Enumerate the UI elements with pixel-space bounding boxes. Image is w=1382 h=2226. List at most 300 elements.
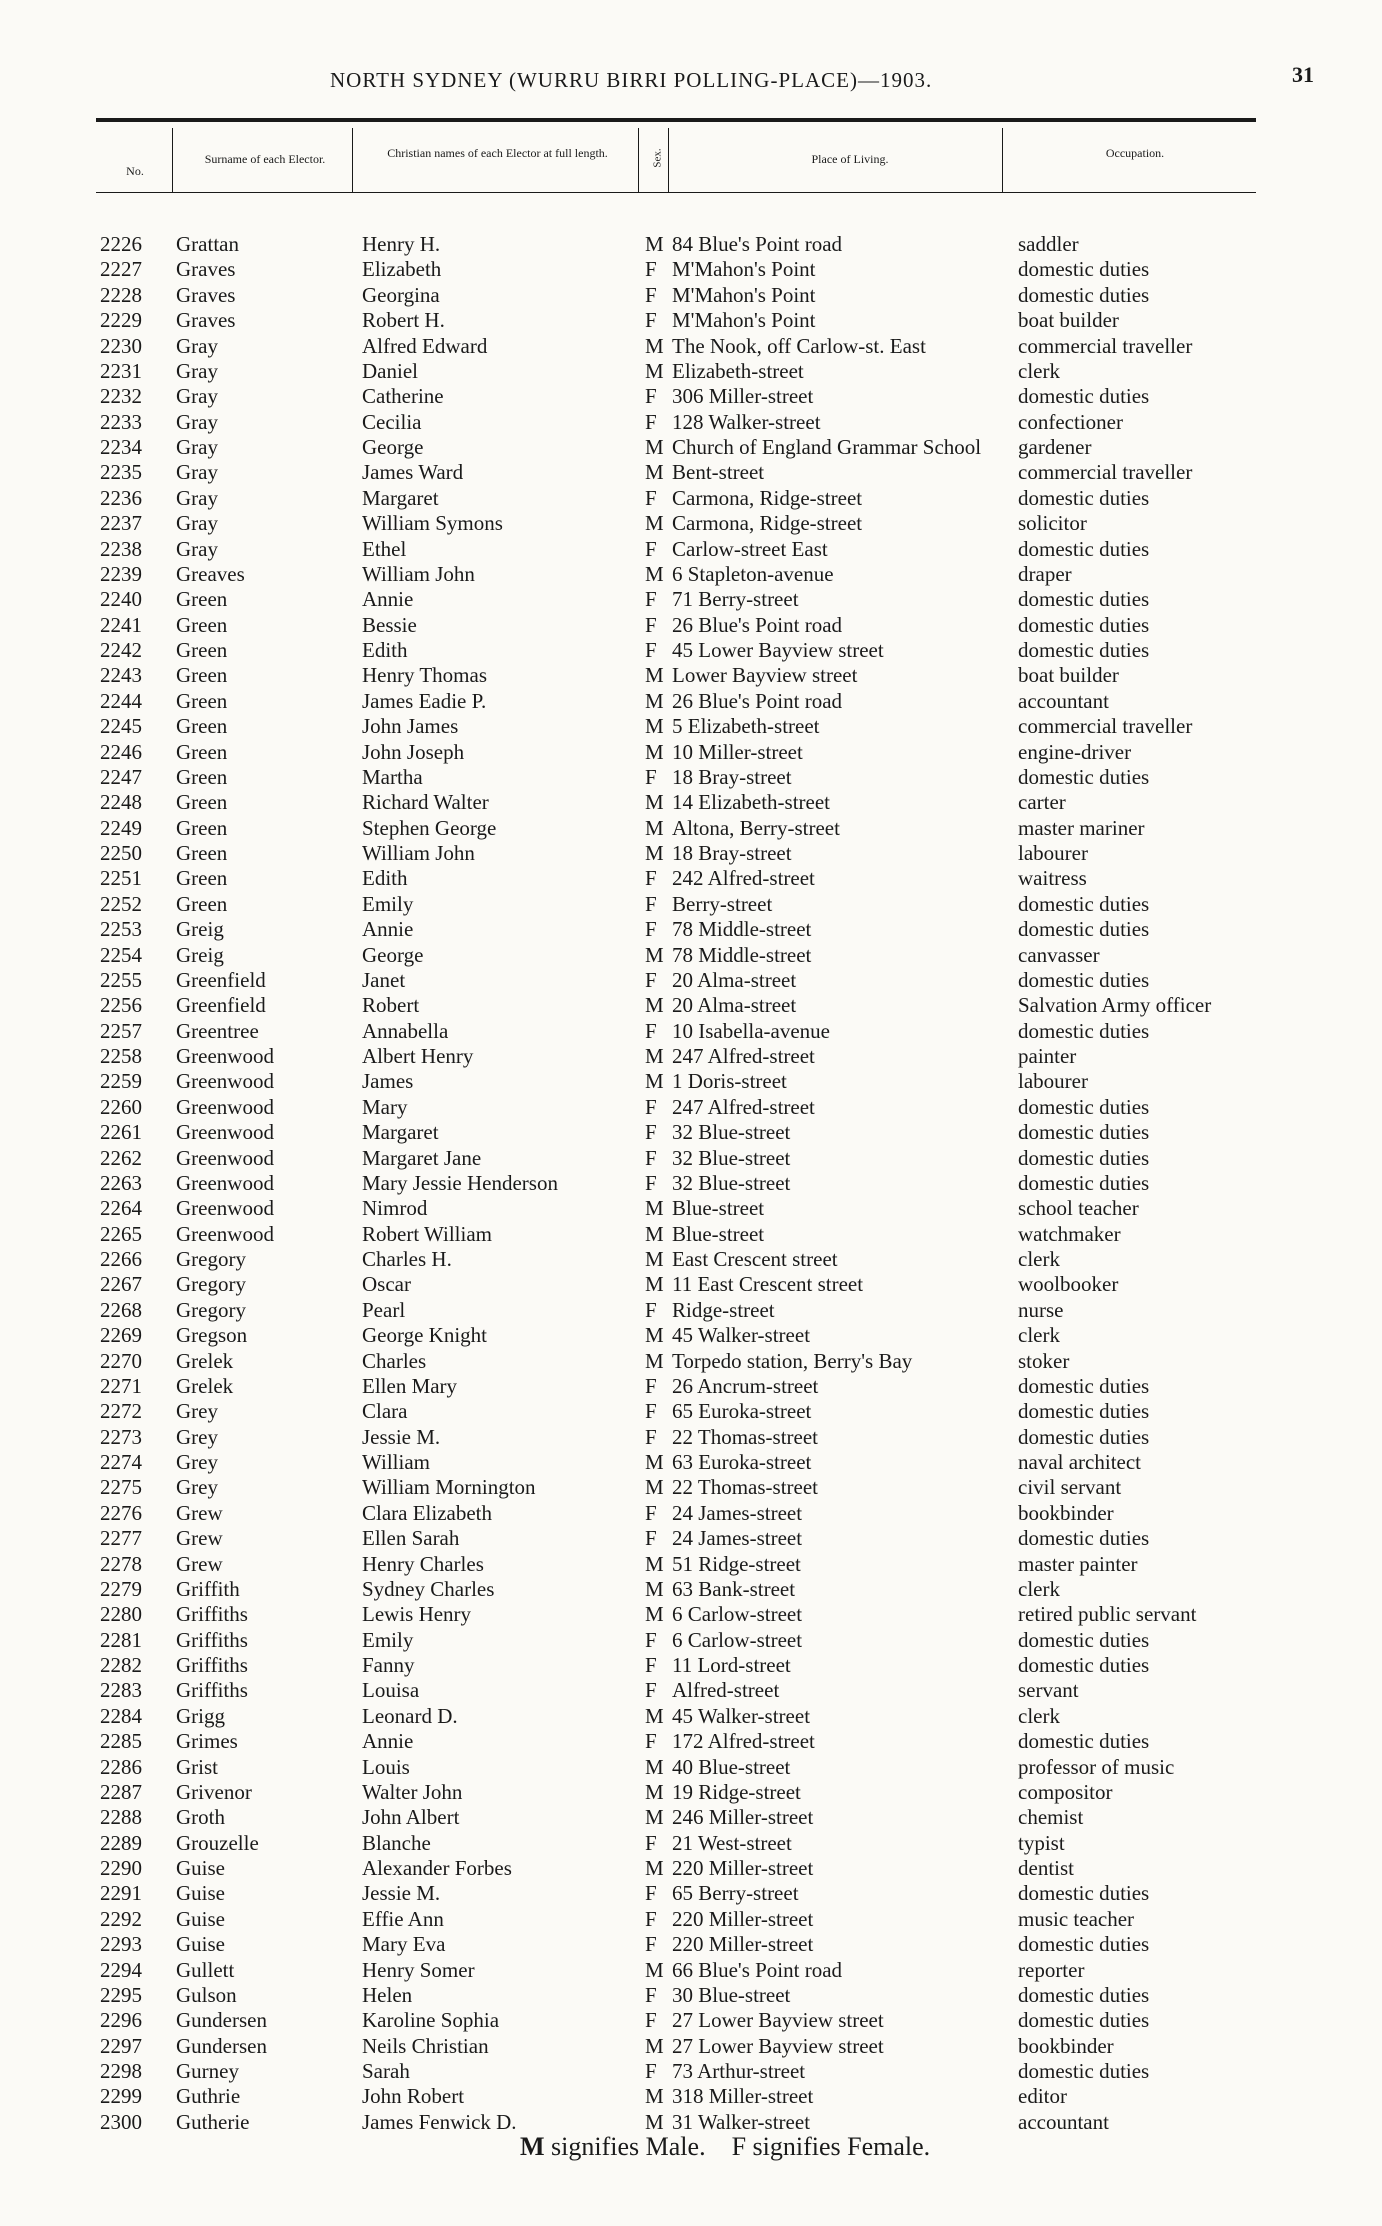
table-row: [0, 714, 1382, 739]
elector-sex: F: [645, 967, 657, 992]
elector-sex: M: [645, 2109, 664, 2134]
elector-surname: Gregson: [176, 1323, 248, 1348]
table-row: [0, 334, 1382, 359]
elector-occupation: servant: [1018, 1678, 1079, 1703]
elector-place-of-living: 78 Middle-street: [672, 917, 812, 942]
elector-number: 2295: [100, 1982, 142, 2007]
elector-occupation: solicitor: [1018, 511, 1087, 536]
elector-sex: F: [645, 1145, 657, 1170]
elector-surname: Green: [176, 688, 228, 713]
elector-occupation: domestic duties: [1018, 917, 1150, 942]
elector-occupation: domestic duties: [1018, 1170, 1150, 1195]
elector-christian-names: Henry Somer: [362, 1957, 475, 1982]
elector-christian-names: Ellen Sarah: [362, 1526, 460, 1551]
elector-occupation: engine-driver: [1018, 739, 1132, 764]
elector-surname: Guthrie: [176, 2084, 241, 2109]
elector-number: 2268: [100, 1297, 142, 1322]
elector-number: 2300: [100, 2109, 142, 2134]
elector-christian-names: Pearl: [362, 1297, 406, 1322]
elector-number: 2255: [100, 967, 142, 992]
table-row: [0, 1425, 1382, 1450]
table-row: [0, 2084, 1382, 2109]
elector-occupation: master painter: [1018, 1551, 1138, 1576]
table-row: [0, 1171, 1382, 1196]
elector-occupation: compositor: [1018, 1779, 1113, 1804]
elector-place-of-living: 5 Elizabeth-street: [672, 714, 820, 739]
table-row: [0, 1120, 1382, 1145]
elector-sex: M: [645, 1069, 664, 1094]
elector-christian-names: William Symons: [362, 511, 503, 536]
elector-christian-names: Mary Jessie Henderson: [362, 1170, 558, 1195]
elector-surname: Grivenor: [176, 1779, 252, 1804]
table-row: [0, 283, 1382, 308]
elector-occupation: domestic duties: [1018, 1094, 1150, 1119]
elector-christian-names: James: [362, 1069, 414, 1094]
elector-place-of-living: 247 Alfred-street: [672, 1044, 815, 1068]
elector-surname: Grew: [176, 1500, 223, 1525]
elector-place-of-living: 22 Thomas-street: [672, 1424, 818, 1449]
elector-christian-names: Ethel: [362, 536, 407, 561]
elector-place-of-living: Ridge-street: [672, 1297, 775, 1322]
table-row: [0, 1399, 1382, 1424]
table-row: [0, 993, 1382, 1018]
elector-number: 2290: [100, 1856, 142, 1880]
elector-surname: Gulson: [176, 1982, 237, 2007]
elector-occupation: stoker: [1018, 1348, 1070, 1373]
elector-occupation: accountant: [1018, 688, 1109, 713]
elector-number: 2269: [100, 1323, 142, 1348]
elector-number: 2244: [100, 688, 142, 713]
table-row: [0, 968, 1382, 993]
table-row: [0, 2059, 1382, 2084]
elector-occupation: draper: [1018, 561, 1072, 586]
elector-number: 2265: [100, 1221, 142, 1246]
elector-sex: F: [645, 1653, 657, 1677]
elector-surname: Guise: [176, 1856, 225, 1880]
elector-christian-names: Leonard D.: [362, 1703, 458, 1728]
elector-number: 2274: [100, 1450, 142, 1474]
elector-occupation: clerk: [1018, 1576, 1060, 1601]
table-row: [0, 1298, 1382, 1323]
elector-number: 2270: [100, 1348, 142, 1373]
elector-sex: F: [645, 1399, 657, 1424]
elector-christian-names: Nimrod: [362, 1196, 428, 1221]
elector-number: 2256: [100, 993, 142, 1018]
table-row: [0, 1044, 1382, 1069]
elector-sex: F: [645, 1424, 657, 1449]
elector-christian-names: Henry Charles: [362, 1551, 484, 1576]
elector-number: 2271: [100, 1373, 142, 1398]
elector-occupation: nurse: [1018, 1297, 1064, 1322]
column-divider: [638, 128, 639, 192]
elector-occupation: clerk: [1018, 1247, 1060, 1271]
elector-occupation: domestic duties: [1018, 1526, 1150, 1551]
elector-surname: Grimes: [176, 1729, 238, 1754]
elector-christian-names: Annabella: [362, 1018, 449, 1043]
elector-occupation: clerk: [1018, 358, 1060, 383]
elector-occupation: bookbinder: [1018, 1500, 1114, 1525]
elector-occupation: boat builder: [1018, 663, 1119, 688]
elector-occupation: commercial traveller: [1018, 460, 1193, 485]
elector-place-of-living: Church of England Grammar School: [672, 435, 982, 459]
table-row: [0, 1958, 1382, 1983]
elector-place-of-living: 18 Bray-street: [672, 764, 792, 789]
elector-occupation: reporter: [1018, 1957, 1085, 1982]
elector-surname: Greenfield: [176, 967, 266, 992]
elector-surname: Grey: [176, 1399, 218, 1424]
elector-number: 2292: [100, 1906, 142, 1931]
elector-christian-names: William: [362, 1450, 430, 1474]
elector-number: 2264: [100, 1196, 142, 1221]
elector-christian-names: Clara Elizabeth: [362, 1500, 493, 1525]
table-row: [0, 486, 1382, 511]
elector-christian-names: Charles: [362, 1348, 427, 1373]
table-row: [0, 308, 1382, 333]
elector-christian-names: Janet: [362, 967, 406, 992]
elector-surname: Guise: [176, 1881, 225, 1906]
elector-occupation: typist: [1018, 1830, 1065, 1855]
elector-place-of-living: 26 Ancrum-street: [672, 1373, 819, 1398]
elector-number: 2254: [100, 942, 142, 967]
table-row: [0, 1069, 1382, 1094]
elector-number: 2277: [100, 1526, 142, 1551]
elector-place-of-living: 31 Walker-street: [672, 2109, 811, 2134]
elector-place-of-living: 45 Lower Bayview street: [672, 638, 884, 662]
elector-occupation: domestic duties: [1018, 1145, 1150, 1170]
elector-place-of-living: 247 Alfred-street: [672, 1094, 815, 1119]
page-number: 31: [1292, 62, 1314, 87]
elector-sex: F: [645, 1729, 657, 1754]
elector-christian-names: Oscar: [362, 1272, 411, 1297]
table-row: [0, 1729, 1382, 1754]
elector-number: 2240: [100, 587, 142, 612]
elector-number: 2262: [100, 1145, 142, 1170]
elector-sex: M: [645, 714, 664, 739]
elector-occupation: domestic duties: [1018, 1120, 1150, 1145]
elector-surname: Green: [176, 841, 228, 865]
elector-place-of-living: 84 Blue's Point road: [672, 232, 843, 256]
elector-place-of-living: 22 Thomas-street: [672, 1475, 818, 1500]
elector-sex: F: [645, 1094, 657, 1119]
elector-number: 2298: [100, 2059, 142, 2083]
elector-surname: Greaves: [176, 561, 245, 586]
elector-surname: Gray: [176, 333, 218, 358]
elector-sex: F: [645, 308, 657, 333]
elector-sex: M: [645, 460, 664, 485]
table-row: [0, 410, 1382, 435]
elector-sex: M: [645, 993, 664, 1018]
elector-surname: Green: [176, 790, 228, 815]
elector-sex: M: [645, 2033, 664, 2058]
elector-occupation: domestic duties: [1018, 967, 1150, 992]
elector-occupation: waitress: [1018, 866, 1087, 891]
elector-surname: Green: [176, 587, 228, 612]
elector-number: 2233: [100, 409, 142, 434]
elector-number: 2246: [100, 739, 142, 764]
table-row: [0, 1323, 1382, 1348]
elector-surname: Green: [176, 866, 228, 891]
table-row: [0, 1907, 1382, 1932]
elector-surname: Greenwood: [176, 1044, 274, 1068]
elector-number: 2275: [100, 1475, 142, 1500]
elector-place-of-living: M'Mahon's Point: [672, 257, 816, 282]
elector-number: 2241: [100, 612, 142, 637]
elector-number: 2286: [100, 1754, 142, 1779]
elector-surname: Gray: [176, 358, 218, 383]
elector-christian-names: Jessie M.: [362, 1424, 441, 1449]
sex-legend: [520, 2132, 930, 2162]
elector-surname: Green: [176, 714, 228, 739]
elector-christian-names: Annie: [362, 917, 414, 942]
table-row: [0, 1577, 1382, 1602]
elector-surname: Gray: [176, 409, 218, 434]
elector-number: 2293: [100, 1932, 142, 1957]
elector-place-of-living: Alfred-street: [672, 1678, 780, 1703]
elector-occupation: gardener: [1018, 435, 1092, 459]
elector-christian-names: Georgina: [362, 282, 440, 307]
elector-place-of-living: 18 Bray-street: [672, 841, 792, 865]
elector-place-of-living: 26 Blue's Point road: [672, 688, 843, 713]
elector-christian-names: William John: [362, 841, 475, 865]
elector-sex: F: [645, 2008, 657, 2033]
elector-place-of-living: Berry-street: [672, 891, 773, 916]
elector-sex: F: [645, 1170, 657, 1195]
elector-place-of-living: 45 Walker-street: [672, 1323, 811, 1348]
elector-christian-names: Neils Christian: [362, 2033, 489, 2058]
table-row: [0, 613, 1382, 638]
elector-number: 2259: [100, 1069, 142, 1094]
table-row: [0, 765, 1382, 790]
elector-number: 2230: [100, 333, 142, 358]
elector-occupation: civil servant: [1018, 1475, 1122, 1500]
elector-surname: Grigg: [176, 1703, 225, 1728]
elector-surname: Gregory: [176, 1297, 246, 1322]
elector-christian-names: Emily: [362, 891, 414, 916]
elector-surname: Green: [176, 891, 228, 916]
table-row: [0, 1374, 1382, 1399]
elector-number: 2291: [100, 1881, 142, 1906]
elector-place-of-living: 26 Blue's Point road: [672, 612, 843, 637]
elector-occupation: clerk: [1018, 1703, 1060, 1728]
table-row: [0, 917, 1382, 942]
table-row: [0, 587, 1382, 612]
table-row: [0, 1019, 1382, 1044]
table-row: [0, 1602, 1382, 1627]
elector-place-of-living: 30 Blue-street: [672, 1982, 791, 2007]
elector-sex: M: [645, 2084, 664, 2109]
elector-place-of-living: 63 Bank-street: [672, 1576, 796, 1601]
elector-occupation: domestic duties: [1018, 587, 1150, 612]
table-row: [0, 1475, 1382, 1500]
elector-occupation: domestic duties: [1018, 1399, 1150, 1424]
elector-number: 2227: [100, 257, 142, 282]
elector-sex: M: [645, 1450, 664, 1474]
elector-sex: F: [645, 1500, 657, 1525]
table-row: [0, 1704, 1382, 1729]
elector-sex: M: [645, 1856, 664, 1880]
elector-christian-names: Margaret: [362, 1120, 439, 1145]
elector-occupation: domestic duties: [1018, 1373, 1150, 1398]
elector-christian-names: Emily: [362, 1627, 414, 1652]
elector-sex: M: [645, 561, 664, 586]
table-row: [0, 841, 1382, 866]
table-row: [0, 663, 1382, 688]
elector-sex: M: [645, 942, 664, 967]
elector-sex: F: [645, 1830, 657, 1855]
elector-sex: F: [645, 1018, 657, 1043]
elector-surname: Greenwood: [176, 1221, 274, 1246]
elector-surname: Grelek: [176, 1348, 234, 1373]
elector-christian-names: Effie Ann: [362, 1906, 444, 1931]
elector-sex: F: [645, 891, 657, 916]
elector-surname: Greenwood: [176, 1145, 274, 1170]
elector-occupation: commercial traveller: [1018, 333, 1193, 358]
elector-sex: F: [645, 409, 657, 434]
elector-surname: Gregory: [176, 1247, 246, 1271]
elector-christian-names: William Mornington: [362, 1475, 536, 1500]
elector-occupation: domestic duties: [1018, 1729, 1150, 1754]
elector-christian-names: Blanche: [362, 1830, 431, 1855]
elector-place-of-living: 66 Blue's Point road: [672, 1957, 843, 1982]
table-row: [0, 1932, 1382, 1957]
elector-number: 2276: [100, 1500, 142, 1525]
elector-sex: M: [645, 688, 664, 713]
column-header-surname: Surname of each Elector.: [204, 152, 326, 166]
elector-sex: M: [645, 1475, 664, 1500]
elector-place-of-living: 14 Elizabeth-street: [672, 790, 831, 815]
elector-place-of-living: 24 James-street: [672, 1500, 803, 1525]
elector-place-of-living: 10 Isabella-avenue: [672, 1018, 831, 1043]
elector-number: 2232: [100, 384, 142, 409]
elector-christian-names: Henry Thomas: [362, 663, 488, 688]
elector-christian-names: Charles H.: [362, 1247, 452, 1271]
elector-christian-names: James Fenwick D.: [362, 2109, 517, 2134]
elector-christian-names: George Knight: [362, 1323, 488, 1348]
header-rule: [96, 118, 1256, 122]
elector-number: 2258: [100, 1044, 142, 1068]
table-row: [0, 1450, 1382, 1475]
table-row: [0, 866, 1382, 891]
elector-christian-names: Cecilia: [362, 409, 422, 434]
table-row: [0, 1552, 1382, 1577]
elector-christian-names: Jessie M.: [362, 1881, 441, 1906]
elector-place-of-living: 10 Miller-street: [672, 739, 803, 764]
elector-sex: M: [645, 841, 664, 865]
table-row: [0, 816, 1382, 841]
elector-place-of-living: 78 Middle-street: [672, 942, 812, 967]
elector-number: 2234: [100, 435, 142, 459]
elector-christian-names: George: [362, 942, 424, 967]
elector-sex: M: [645, 1272, 664, 1297]
elector-surname: Graves: [176, 282, 236, 307]
elector-place-of-living: East Crescent street: [672, 1247, 838, 1271]
table-row: [0, 1526, 1382, 1551]
elector-place-of-living: 40 Blue-street: [672, 1754, 791, 1779]
elector-place-of-living: Bent-street: [672, 460, 765, 485]
elector-sex: F: [645, 764, 657, 789]
elector-place-of-living: 6 Stapleton-avenue: [672, 561, 834, 586]
elector-surname: Grey: [176, 1475, 218, 1500]
elector-surname: Graves: [176, 308, 236, 333]
elector-surname: Green: [176, 612, 228, 637]
table-row: [0, 2008, 1382, 2033]
elector-place-of-living: 65 Euroka-street: [672, 1399, 812, 1424]
elector-number: 2280: [100, 1602, 142, 1627]
table-row: [0, 1805, 1382, 1830]
elector-surname: Greenwood: [176, 1196, 274, 1221]
elector-surname: Grew: [176, 1526, 223, 1551]
elector-sex: F: [645, 1906, 657, 1931]
elector-occupation: music teacher: [1018, 1906, 1135, 1931]
elector-surname: Gray: [176, 485, 218, 510]
elector-surname: Gray: [176, 511, 218, 536]
table-row: [0, 1831, 1382, 1856]
table-row: [0, 537, 1382, 562]
elector-occupation: labourer: [1018, 1069, 1088, 1094]
elector-occupation: domestic duties: [1018, 612, 1150, 637]
elector-number: 2289: [100, 1830, 142, 1855]
elector-surname: Griffith: [176, 1576, 240, 1601]
elector-surname: Greenfield: [176, 993, 266, 1018]
elector-christian-names: Sarah: [362, 2059, 410, 2083]
elector-surname: Gullett: [176, 1957, 235, 1982]
elector-surname: Gray: [176, 536, 218, 561]
table-row: [0, 1095, 1382, 1120]
elector-occupation: accountant: [1018, 2109, 1109, 2134]
elector-occupation: domestic duties: [1018, 1018, 1150, 1043]
elector-number: 2294: [100, 1957, 142, 1982]
elector-christian-names: Sydney Charles: [362, 1576, 495, 1601]
elector-occupation: domestic duties: [1018, 1982, 1150, 2007]
elector-place-of-living: Carmona, Ridge-street: [672, 511, 863, 536]
table-row: [0, 1653, 1382, 1678]
elector-number: 2243: [100, 663, 142, 688]
elector-surname: Gutherie: [176, 2109, 250, 2134]
elector-christian-names: Annie: [362, 587, 414, 612]
elector-christian-names: John James: [362, 714, 459, 739]
elector-place-of-living: 19 Ridge-street: [672, 1779, 801, 1804]
elector-sex: M: [645, 1323, 664, 1348]
elector-number: 2251: [100, 866, 142, 891]
elector-christian-names: Helen: [362, 1982, 413, 2007]
elector-place-of-living: 246 Miller-street: [672, 1805, 814, 1830]
elector-number: 2226: [100, 232, 142, 256]
elector-number: 2299: [100, 2084, 142, 2109]
elector-place-of-living: 172 Alfred-street: [672, 1729, 815, 1754]
elector-christian-names: Alfred Edward: [362, 333, 488, 358]
elector-number: 2229: [100, 308, 142, 333]
elector-place-of-living: Elizabeth-street: [672, 358, 804, 383]
elector-occupation: boat builder: [1018, 308, 1119, 333]
elector-number: 2288: [100, 1805, 142, 1830]
elector-christian-names: Edith: [362, 866, 408, 891]
legend-female-key: F: [731, 2132, 747, 2161]
elector-occupation: Salvation Army officer: [1018, 993, 1212, 1018]
elector-number: 2278: [100, 1551, 142, 1576]
elector-christian-names: Albert Henry: [362, 1044, 474, 1068]
elector-number: 2260: [100, 1094, 142, 1119]
elector-place-of-living: Carlow-street East: [672, 536, 828, 561]
elector-christian-names: Lewis Henry: [362, 1602, 472, 1627]
column-header-occupation: Occupation.: [1105, 146, 1165, 160]
elector-occupation: carter: [1018, 790, 1066, 815]
elector-christian-names: Robert: [362, 993, 420, 1018]
table-row: [0, 1247, 1382, 1272]
elector-occupation: canvasser: [1018, 942, 1100, 967]
elector-surname: Griffiths: [176, 1627, 248, 1652]
elector-surname: Gregory: [176, 1272, 246, 1297]
elector-surname: Grist: [176, 1754, 218, 1779]
